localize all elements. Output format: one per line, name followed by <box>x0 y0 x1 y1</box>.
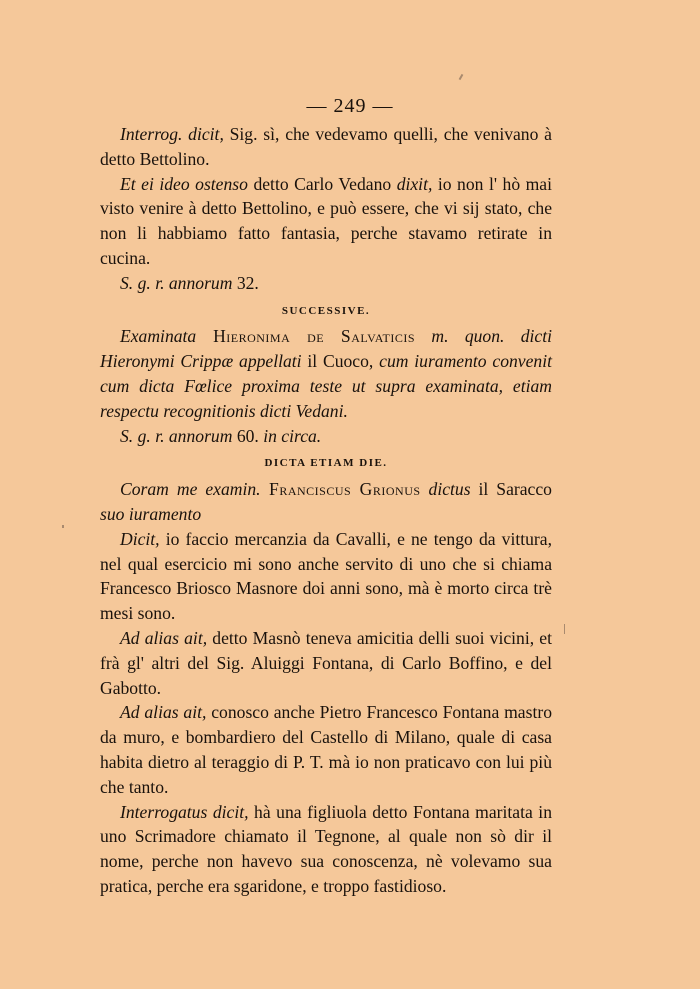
paragraph <box>100 626 552 700</box>
paragraph <box>100 800 552 899</box>
paper-speck <box>62 525 64 528</box>
text-run: detto Carlo Vedano <box>247 173 397 194</box>
paper-speck <box>459 74 464 80</box>
italic-text: Interrog. dicit, <box>120 124 224 144</box>
text-run: il Cuoco, <box>301 351 380 372</box>
paragraph <box>100 700 552 799</box>
paragraph <box>100 271 552 296</box>
paragraph <box>100 172 552 271</box>
paper-speck <box>564 624 565 634</box>
text-run: io non l' hò mai visto venire à detto Bettolino, e può essere, che vi sij stato, che non li habbiamo fatto fantasia, perche stavamo retirate in cucina. <box>100 173 553 268</box>
section-heading <box>100 299 552 324</box>
page-number: — 249 — <box>306 95 394 117</box>
italic-text: dictus <box>428 479 471 500</box>
text-run: il Saracco <box>470 479 552 500</box>
text-run: io faccio mercanzia da Cavalli, e ne tengo da vittura, nel qual esercicio mi sono anche servito di uno che si chiama Francesco Briosco Masnore doi anni sono, mà è morto circa trè mesi sono. <box>100 528 552 624</box>
italic-text: Ad alias ait, <box>120 702 207 723</box>
paragraph <box>100 324 552 423</box>
text-run: DICTA ETIAM DIE. <box>264 457 388 470</box>
italic-text: Interrogatus dicit, <box>120 801 249 822</box>
italic-text: m. quon. dicti Hieronymi Crippæ appellati <box>100 326 553 372</box>
italic-text: Et ei ideo ostenso <box>120 173 248 194</box>
name-smallcaps: Hieronima de Salvaticis <box>196 326 416 347</box>
section-heading <box>100 451 552 476</box>
paragraph <box>100 527 552 626</box>
italic-text: S. g. r. annorum <box>120 425 233 446</box>
italic-text: suo iuramento <box>100 503 202 524</box>
text-run: SUCCESSIVE. <box>281 304 371 317</box>
text-run <box>421 479 429 499</box>
paragraph <box>100 477 552 527</box>
italic-text: Dicit, <box>120 528 160 549</box>
text-run: 32. <box>232 272 259 293</box>
italic-text: Examinata <box>120 326 197 347</box>
name-smallcaps: Franciscus Grionus <box>260 479 421 500</box>
text-run: Sig. sì, che vedevamo quelli, che venivano à detto Bettolino. <box>100 124 552 169</box>
paragraph <box>100 122 552 172</box>
italic-text: Coram me examin. <box>120 479 261 500</box>
text-run: 60. <box>232 425 264 446</box>
body-text <box>100 122 552 899</box>
text-run: detto Masnò teneva amicitia delli suoi vicini, et frà gl' altri del Sig. Aluiggi Fontana, di Carlo Boffino, e del Gabotto. <box>100 627 552 698</box>
italic-text: Ad alias ait, <box>120 627 208 648</box>
italic-text: S. g. r. annorum <box>120 272 233 293</box>
italic-text: dixit, <box>396 173 433 194</box>
italic-text: in circa. <box>263 425 322 446</box>
text-run: conosco anche Pietro Francesco Fontana mastro da muro, e bombardiero del Castello di Milano, quale di casa habita dietro al teraggio di P. T. mà io non praticavo con lui più che tanto. <box>100 702 552 797</box>
paragraph <box>100 424 552 449</box>
text-run: hà una figliuola detto Fontana maritata in uno Scrimadore chiamato il Tegnone, al quale non sò dir il nome, perche non havevo sua conoscenza, nè volevamo sua pratica, perche era sgaridone, e troppo fastidioso. <box>100 801 552 896</box>
italic-text: cum iuramento convenit cum dicta Fœlice proxima teste ut supra examinata, etiam respectu recognitionis dicti Vedani. <box>100 351 552 421</box>
